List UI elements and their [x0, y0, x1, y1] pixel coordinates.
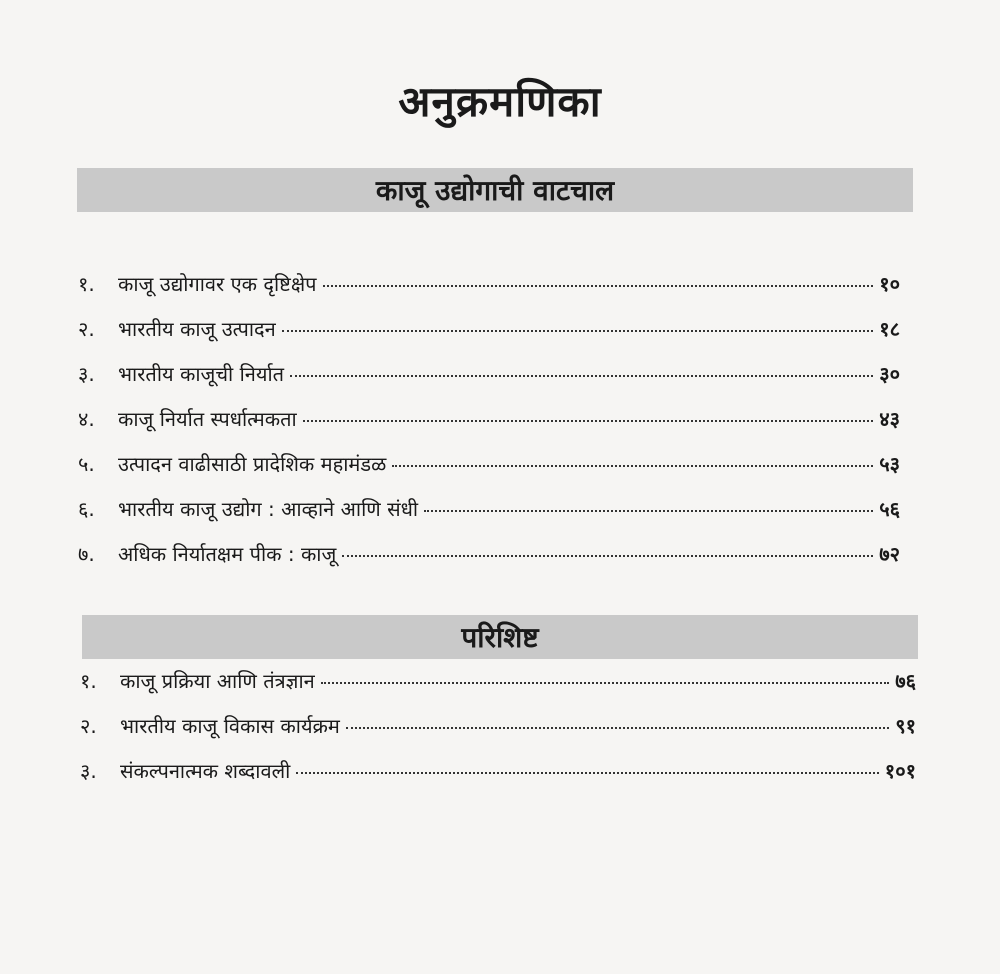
entry-number: २.	[78, 317, 95, 341]
entry-title: संकल्पनात्मक शब्दावली	[120, 759, 291, 783]
dot-leader	[296, 772, 878, 774]
toc-entry	[78, 495, 900, 540]
toc-entry	[80, 757, 916, 802]
entry-page-number: ७२	[879, 542, 900, 566]
entry-number: ७.	[78, 542, 95, 566]
entry-number: ३.	[78, 362, 95, 386]
toc-list-2	[80, 667, 916, 802]
toc-entry	[78, 540, 900, 585]
toc-entry	[78, 360, 900, 405]
dot-leader	[392, 465, 873, 467]
section-heading-2: परिशिष्ट	[82, 615, 918, 659]
entry-page-number: ७६	[895, 669, 916, 693]
entry-title: काजू उद्योगावर एक दृष्टिक्षेप	[118, 272, 317, 296]
entry-number: २.	[80, 714, 97, 738]
dot-leader	[346, 727, 889, 729]
toc-list-1	[78, 270, 900, 585]
entry-page-number: १०१	[884, 759, 916, 783]
entry-page-number: ३०	[879, 362, 900, 386]
toc-entry	[78, 270, 900, 315]
dot-leader	[321, 682, 889, 684]
entry-number: ३.	[80, 759, 97, 783]
entry-page-number: ५६	[879, 497, 900, 521]
entry-page-number: ५३	[879, 452, 900, 476]
entry-title: काजू निर्यात स्पर्धात्मकता	[118, 407, 297, 431]
entry-number: १.	[80, 669, 97, 693]
entry-number: ६.	[78, 497, 95, 521]
entry-page-number: १८	[879, 317, 900, 341]
toc-entry	[78, 405, 900, 450]
entry-title: भारतीय काजू उत्पादन	[118, 317, 276, 341]
entry-page-number: ९१	[895, 714, 916, 738]
toc-entry	[80, 667, 916, 712]
entry-title: उत्पादन वाढीसाठी प्रादेशिक महामंडळ	[118, 452, 387, 476]
dot-leader	[342, 555, 873, 557]
entry-number: ४.	[78, 407, 95, 431]
dot-leader	[303, 420, 873, 422]
dot-leader	[424, 510, 873, 512]
entry-title: काजू प्रक्रिया आणि तंत्रज्ञान	[120, 669, 315, 693]
section-heading-1: काजू उद्योगाची वाटचाल	[77, 168, 913, 212]
dot-leader	[290, 375, 873, 377]
toc-entry	[80, 712, 916, 757]
entry-title: भारतीय काजू उद्योग : आव्हाने आणि संधी	[118, 497, 419, 521]
toc-entry	[78, 315, 900, 360]
dot-leader	[323, 285, 874, 287]
entry-page-number: १०	[879, 272, 900, 296]
dot-leader	[282, 330, 873, 332]
entry-number: ५.	[78, 452, 95, 476]
entry-title: अधिक निर्यातक्षम पीक : काजू	[118, 542, 337, 566]
entry-number: १.	[78, 272, 95, 296]
entry-page-number: ४३	[879, 407, 900, 431]
toc-entry	[78, 450, 900, 495]
entry-title: भारतीय काजू विकास कार्यक्रम	[120, 714, 340, 738]
entry-title: भारतीय काजूची निर्यात	[118, 362, 285, 386]
page-title: अनुक्रमणिका	[398, 77, 602, 126]
